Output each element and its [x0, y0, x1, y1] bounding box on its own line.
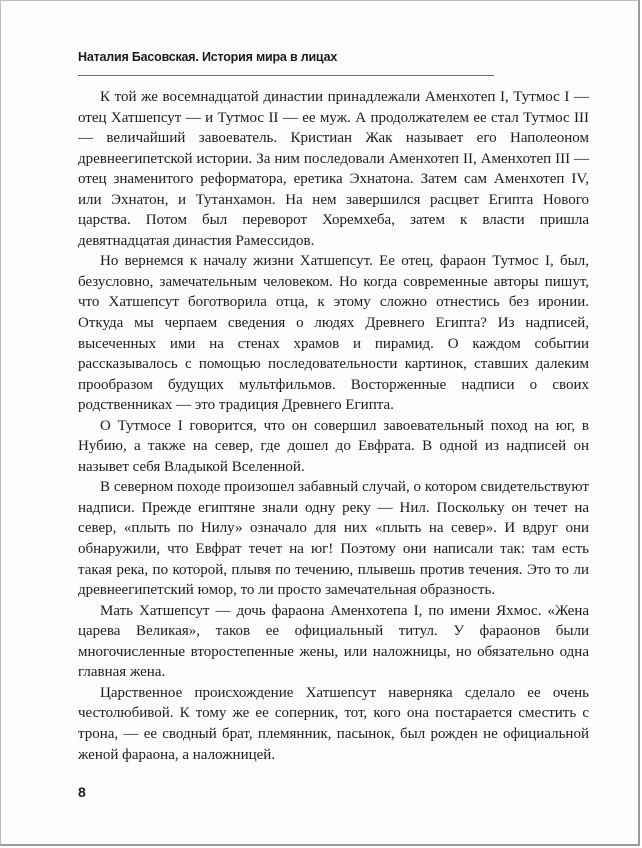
page-number: 8: [78, 784, 86, 800]
paragraph: Мать Хатшепсут — дочь фараона Аменхотепа I, по имени Яхмос. «Жена царева Великая», таков ее официальный титул. У фараонов были многочисленные второстепенные жены, или наложницы, но обязательно одна главная жена.: [78, 602, 589, 681]
paragraph: Царственное происхождение Хатшепсут наверняка сделало ее очень честолюбивой. К тому же ее соперник, тот, кого она постарается сместить с трона, — ее сводный брат, племянник, пасынок, был рожден не официальной женой фараона, а наложницей.: [78, 684, 589, 763]
paragraph: Но вернемся к началу жизни Хатшепсут. Ее отец, фараон Тутмос I, был, безусловно, замечательным человеком. Но когда современные авторы пишут, что Хатшепсут боготворила отца, к этому сложно отнестись без иронии. Откуда мы черпаем сведения о людях Древнего Египта? Из надписей, высеченных ими на стенах храмов и пирамид. О каждом событии рассказывалось с помощью последовательности картинок, ставших далеким прообразом будущих мультфильмов. Восторженные надписи о своих родственниках — это традиция Древнего Египта.: [78, 253, 589, 414]
body-text: [78, 87, 589, 765]
paragraph: В северном походе произошел забавный случай, о котором свидетельствуют надписи. Прежде египтяне знали одну реку — Нил. Поскольку он течет на север, «плыть по Нилу» означало для них «плыть на север». И вдруг они обнаружили, что Евфрат течет на юг! Поэтому они написали так: там есть такая река, по которой, плывя по течению, плывешь против течения. Это то ли древнеегипетский юмор, то ли просто замечательная образность.: [78, 479, 589, 599]
paragraph: К той же восемнадцатой династии принадлежали Аменхотеп I, Тутмос I — отец Хатшепсут — и Тутмос II — ее муж. А продолжателем ее стал Тутмос III — величайший завоеватель. Кристиан Жак называет его Наполеоном древнеегипетской истории. За ним последовали Аменхотеп II, Аменхотеп III — отец знаменитого реформатора, еретика Эхнатона. Затем сам Аменхотеп IV, или Эхнатон, и Тутанхамон. На нем завершился расцвет Египта Нового царства. Потом был переворот Хоремхеба, затем к власти пришла девятнадцатая династия Рамессидов.: [78, 89, 589, 249]
paragraph: О Тутмосе I говорится, что он совершил завоевательный поход на юг, в Нубию, а также на север, где дошел до Евфрата. В одной из надписей он назывет себя Владыкой Вселенной.: [78, 417, 589, 475]
header-rule: [78, 75, 494, 76]
running-head: Наталия Басовская. История мира в лицах: [78, 50, 338, 64]
